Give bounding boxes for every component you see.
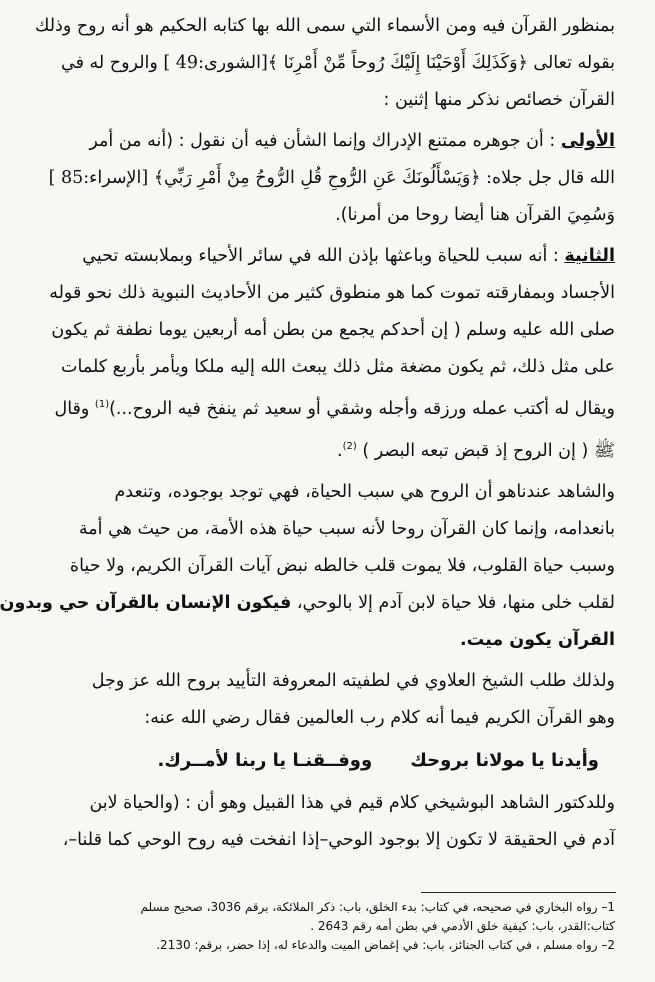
text-line: وَسُمِيَ القرآن هنا أيضا روحا من أمرنا).: [335, 205, 615, 225]
footnote-1-line-1: 1– رواه البخاري في صحيحه، في كتاب: بدء الخلق، باب: ذكر الملائكة، برقم 3036، صحيح مسلم: [140, 900, 615, 914]
paragraph-4: [0, 474, 615, 659]
text-line: بانعدامه، وإنما كان القرآن روحا لأنه سبب حياة هذه الأمة، من حيث هي أمة: [78, 518, 615, 539]
text-line: آدم في الحقيقة لا تكون إلا بوجود الوحي–إذا انفخت فيه روح الوحي كما قلنا–،: [62, 829, 615, 850]
footnotes: [49, 898, 615, 955]
first-heading: الأولى: [560, 131, 615, 151]
text-span: لقلب خلى منها، فلا حياة لابن آدم إلا بالوحي،: [291, 592, 615, 613]
hemistich-2: ووفــقنـا يا ربنا لأمــرك.: [157, 749, 373, 771]
bold-text: فيكون الإنسان بالقرآن حي وبدون: [0, 592, 292, 613]
text-line: [0, 585, 615, 622]
text-line: الأجساد وبمفارقته تموت كما هو منطوق كثير من الأحاديث النبوية ذلك نحو قوله: [49, 283, 615, 303]
text-line: [49, 238, 615, 275]
text-line: وهو القرآن الكريم فيما أنه كلام رب العالمين فقال رضي الله عنه:: [144, 707, 615, 728]
text-line: [49, 428, 615, 470]
text-line: ولذلك طلب الشيخ العلاوي في لطفيته المعروفة التأييد بروح الله عز وجل: [91, 670, 615, 691]
text-line: وللدكتور الشاهد البوشيخي كلام قيم في هذا القبيل وهو أن : (والحياة لابن: [89, 792, 615, 813]
text-line: [49, 386, 615, 428]
text-span: .: [337, 440, 343, 461]
text-span: : أن جوهره ممتنع الإدراك وإنما الشأن فيه أن نقول : (أنه من أمر: [89, 131, 561, 151]
text-line: القرآن يكون ميت.: [460, 629, 615, 650]
paragraph-second-property: [49, 238, 615, 470]
poem-verse: [49, 741, 615, 781]
paragraph-5: [49, 663, 615, 737]
footnote-2: 2– رواه مسلم ، في كتاب الجنائز، باب: في إغماض الميت والدعاء له، إذا حضر، برقم: 2130.: [156, 938, 615, 952]
footnote-divider: [421, 892, 616, 893]
second-heading: الثانية: [564, 246, 615, 266]
footnote-ref-2[interactable]: (2): [342, 440, 357, 452]
quran-verse-line: بقوله تعالى ﴿وَكَذَلِكَ أَوْحَيْنَا إِلَيْكَ رُوحاً مِّنْ أَمْرِنَا ﴾[الشورى:49 ] والروح له في: [61, 53, 615, 73]
text-span: : أنه سبب للحياة وباعثها بإذن الله في سائر الأحياء وبملابسته تحيي: [82, 246, 565, 266]
main-text: [0, 8, 615, 859]
text-line: [49, 123, 615, 160]
text-line: القرآن خصائص نذكر منها إثنين :: [383, 90, 615, 110]
text-line: وسبب حياة القلوب، فلا يموت قلب خالطه نبض آيات القرآن الكريم، ولا حياة: [69, 555, 615, 576]
text-span: وقال: [54, 398, 95, 419]
text-line: بمنظور القرآن فيه ومن الأسماء التي سمى الله بها كتابه الحكيم هو أنه روح وذلك: [34, 16, 615, 36]
footnote-ref-1[interactable]: (1): [94, 399, 110, 410]
text-span: ويقال له أكتب عمله ورزقه وأجله وشقي أو سعيد ثم ينفخ فيه الروح...): [109, 398, 615, 419]
footnote-1-line-2: كتاب:القدر، باب: كيفية خلق الأدمي في بطن أمه رقم 2643 .: [310, 919, 615, 933]
paragraph-first-property: [49, 123, 615, 234]
text-line: صلى الله عليه وسلم ( إن أحدكم يجمع من بطن أمه أربعين يوما نطفة ثم يكون: [51, 320, 615, 340]
hemistich-1: وأيدنا يا مولانا بروحك: [410, 749, 599, 771]
paragraph-6: [49, 785, 615, 859]
text-line: والشاهد عندناهو أن الروح هي سبب الحياة، فهي توجد بوجوده، وتنعدم: [114, 481, 615, 502]
paragraph-1: [34, 8, 615, 119]
quran-verse-line: الله قال جل جلاه: ﴿وَيَسْأَلُونَكَ عَنِ الرُّوحِ قُلِ الرُّوحُ مِنْ أَمْرِ رَبِّي﴾ [الإسراء:85 ]: [48, 168, 615, 188]
text-line: على مثل ذلك، ثم يكون مضغة مثل ذلك يبعث الله إليه ملكا ويأمر بأربع كلمات: [61, 357, 615, 377]
text-span: ﷺ ( إن الروح إذ قبض تبعه البصر ): [362, 440, 615, 461]
